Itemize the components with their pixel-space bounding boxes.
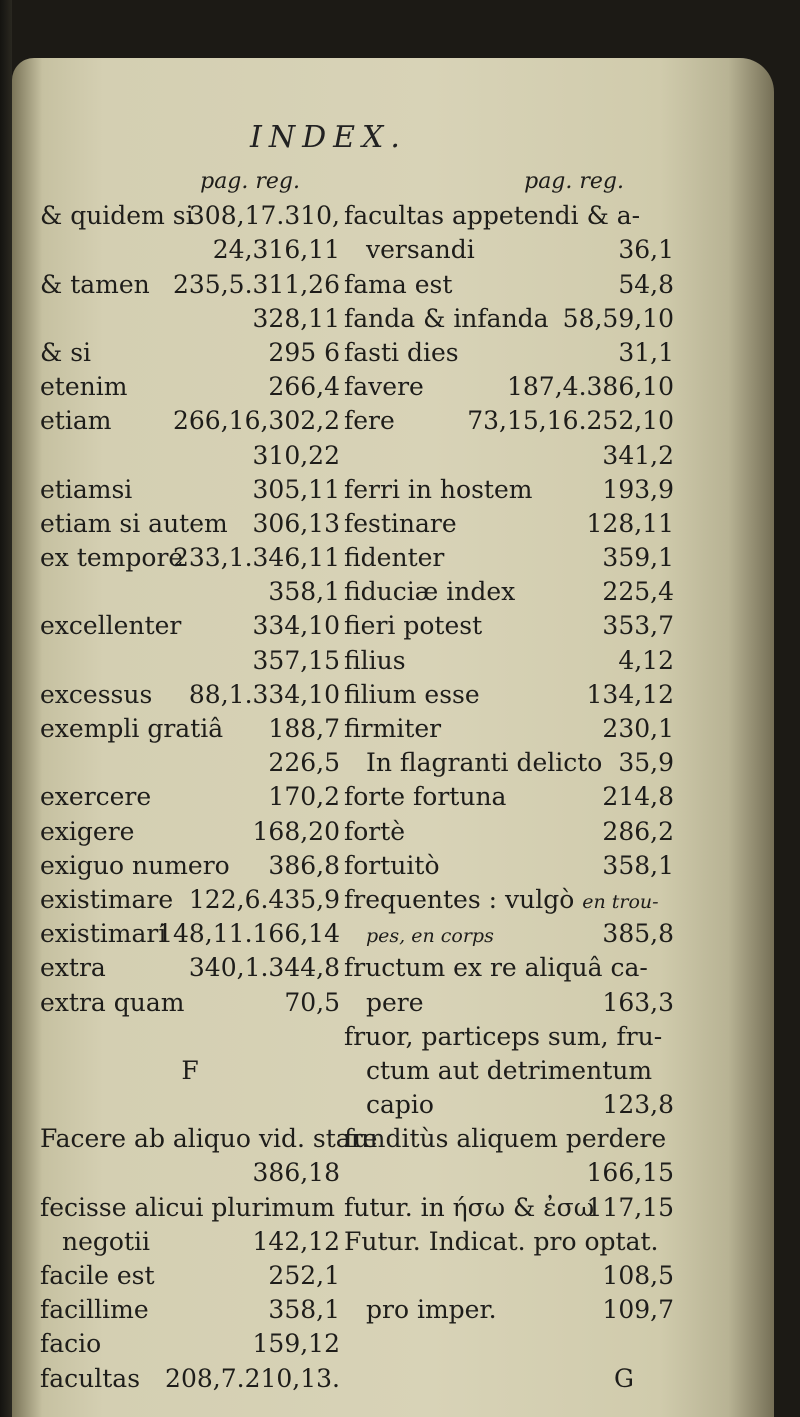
index-entry — [40, 1362, 340, 1396]
entry-pages: 386,18 — [252, 1158, 340, 1188]
index-entry — [344, 1020, 674, 1054]
index-entry — [40, 951, 340, 985]
entry-pages: 134,12 — [586, 679, 674, 709]
index-entry — [40, 917, 340, 951]
entry-pages: 306,13 — [252, 508, 340, 538]
entry-term: extra — [40, 953, 106, 983]
entry-pages: 230,1 — [602, 714, 674, 743]
entry-term: & quidem si — [40, 201, 194, 231]
entry-pages: 24,316,11 — [212, 235, 340, 265]
entry-pages: 54,8 — [618, 269, 674, 299]
entry-term: facultas — [40, 1363, 141, 1393]
entry-term: festinare — [344, 508, 457, 538]
index-entry — [40, 815, 340, 849]
index-entry — [344, 917, 674, 951]
entry-pages: 295 6 — [268, 337, 340, 367]
entry-pages: 340,1.344,8 — [188, 953, 340, 983]
entry-term: fortuitò — [344, 850, 440, 880]
entry-pages: 4,12 — [618, 645, 674, 675]
entry-term: fecisse alicui plurimum — [40, 1192, 335, 1222]
index-entry — [40, 507, 340, 541]
index-entry — [40, 986, 340, 1020]
entry-term: funditùs aliquem perdere — [344, 1124, 667, 1154]
index-entry — [40, 1293, 340, 1327]
entry-term: existimari — [40, 919, 167, 949]
index-entry — [344, 849, 674, 883]
entry-term: exigere — [40, 816, 135, 846]
index-entry — [344, 883, 674, 917]
index-entry — [40, 1122, 378, 1156]
entry-term: Facere ab aliquo vid. stare — [40, 1124, 378, 1154]
entry-term: fama est — [344, 269, 453, 299]
entry-pages: 142,12 — [252, 1226, 340, 1256]
index-entry — [344, 336, 674, 370]
entry-pages: 58,59,10 — [562, 303, 674, 333]
entry-term: Futur. Indicat. pro optat. — [344, 1226, 659, 1256]
entry-term: futur. in ήσω & ἐσω — [344, 1192, 595, 1222]
entry-pages: 226,5 — [268, 748, 340, 778]
index-entry — [40, 199, 340, 233]
entry-term: fiduciæ index — [344, 577, 516, 607]
index-entry — [40, 165, 340, 199]
entry-term: fere — [344, 406, 395, 436]
entry-term: extra quam — [40, 987, 185, 1017]
index-entry — [40, 712, 340, 746]
entry-term: firmiter — [344, 714, 442, 743]
index-entry — [344, 541, 674, 575]
entry-pages: 168,20 — [252, 816, 340, 846]
entry-term: negotii — [62, 1226, 150, 1256]
index-entry — [40, 780, 340, 814]
entry-pages: 225,4 — [602, 577, 674, 607]
book-gutter — [0, 0, 12, 1417]
entry-term: exempli gratiâ — [40, 714, 224, 743]
entry-pages: 36,1 — [618, 235, 674, 265]
entry-pages: 308,17.310, — [188, 201, 340, 231]
index-entry — [40, 849, 340, 883]
index-entry — [344, 678, 674, 712]
index-entry — [40, 1259, 340, 1293]
entry-pages: 357,15 — [252, 645, 340, 675]
entry-term: fruor, particeps sum, fru- — [344, 1021, 663, 1051]
entry-pages: pag. reg. — [200, 169, 300, 194]
right-column — [344, 165, 674, 1396]
entry-pages: 358,1 — [268, 1295, 340, 1325]
index-entry — [344, 780, 674, 814]
entry-pages: 88,1.334,10 — [188, 679, 340, 709]
index-entry — [40, 370, 340, 404]
entry-term: etiam — [40, 406, 112, 436]
entry-term: excessus — [40, 679, 153, 709]
entry-pages: 148,11.166,14 — [157, 919, 340, 949]
entry-pages: 128,11 — [586, 508, 674, 538]
entry-term: In flagranti delicto — [366, 748, 603, 778]
index-entry — [344, 609, 674, 643]
entry-pages: 108,5 — [602, 1261, 674, 1290]
index-entry — [40, 883, 340, 917]
index-entry — [40, 268, 340, 302]
entry-term: fieri potest — [344, 611, 483, 641]
index-entry — [344, 1122, 674, 1156]
entry-term: etenim — [40, 372, 128, 402]
entry-term — [366, 917, 494, 953]
entry-term: forte fortuna — [344, 782, 507, 812]
index-entry — [40, 1191, 340, 1225]
entry-term: fructum ex re aliquâ ca- — [344, 953, 648, 983]
entry-pages: 187,4.386,10 — [507, 372, 674, 402]
index-entry — [344, 575, 674, 609]
entry-term: fortè — [344, 816, 406, 846]
entry-pages: 208,7.210,13. — [165, 1363, 340, 1393]
entry-pages: 358,1 — [268, 577, 340, 607]
index-entry — [344, 439, 674, 473]
index-entry — [344, 370, 674, 404]
entry-italic: en trou- — [582, 890, 659, 913]
entry-pages: 353,7 — [602, 611, 674, 641]
index-entry — [344, 233, 674, 267]
entry-pages: 310,22 — [252, 440, 340, 470]
index-entry — [344, 1088, 674, 1122]
entry-pages: 341,2 — [602, 440, 674, 470]
index-entry — [344, 1293, 674, 1327]
entry-term: filius — [344, 645, 406, 675]
index-entry — [40, 404, 340, 438]
entry-pages: 188,7 — [268, 714, 340, 743]
entry-pages: 305,11 — [252, 474, 340, 504]
index-entry — [344, 951, 674, 985]
index-entry — [40, 1156, 340, 1190]
entry-term: pro imper. — [366, 1295, 497, 1325]
index-entry — [344, 404, 674, 438]
index-entry — [344, 1191, 674, 1225]
entry-pages: 159,12 — [252, 1329, 340, 1359]
entry-pages: pag. reg. — [524, 169, 624, 194]
entry-term: pere — [366, 987, 424, 1017]
index-entry — [40, 575, 340, 609]
entry-pages: 235,5.311,26 — [173, 269, 340, 299]
index-entry — [344, 473, 674, 507]
entry-term: fanda & infanda — [344, 303, 549, 333]
index-entry — [344, 199, 674, 233]
entry-pages: 252,1 — [268, 1261, 340, 1290]
entry-term: frequentes : vulgò en trou- — [344, 884, 659, 914]
entry-pages: 109,7 — [602, 1295, 674, 1325]
index-entry — [344, 1225, 674, 1259]
index-entry — [40, 336, 340, 370]
entry-term: etiam si autem — [40, 508, 228, 538]
entry-pages: 163,3 — [602, 987, 674, 1017]
index-entry — [40, 233, 340, 267]
index-entry — [40, 302, 340, 336]
entry-pages: 166,15 — [586, 1158, 674, 1188]
entry-pages: 266,16,302,2 — [173, 406, 340, 436]
entry-pages: 286,2 — [602, 816, 674, 846]
entry-pages: 73,15,16.252,10 — [467, 406, 674, 436]
index-entry — [40, 473, 340, 507]
index-entry — [344, 507, 674, 541]
entry-term: fasti dies — [344, 337, 459, 367]
entry-term: existimare — [40, 884, 174, 914]
entry-pages: 123,8 — [602, 1090, 674, 1120]
index-entry — [344, 746, 674, 780]
entry-term: versandi — [366, 235, 475, 265]
entry-term: exercere — [40, 782, 152, 812]
entry-term: filium esse — [344, 679, 480, 709]
entry-term: & si — [40, 337, 92, 367]
index-entry — [344, 1054, 674, 1088]
index-entry — [344, 1327, 674, 1361]
entry-term: etiamsi — [40, 474, 133, 504]
entry-pages: 328,11 — [252, 303, 340, 333]
index-entry — [40, 609, 340, 643]
index-entry — [40, 644, 340, 678]
index-entry — [40, 541, 340, 575]
entry-pages: 31,1 — [618, 337, 674, 367]
entry-pages: 122,6.435,9 — [188, 884, 340, 914]
entry-term: ex tempore — [40, 543, 184, 573]
index-entry — [40, 1225, 340, 1259]
index-entry — [40, 1088, 340, 1122]
entry-term: favere — [344, 372, 424, 402]
entry-italic: pes, en corps — [366, 925, 494, 948]
index-entry — [40, 678, 340, 712]
entry-pages: 117,15 — [586, 1192, 674, 1222]
index-entry — [40, 746, 340, 780]
entry-pages: 70,5 — [284, 987, 340, 1017]
index-entry — [344, 302, 674, 336]
entry-pages: 233,1.346,11 — [173, 543, 340, 573]
entry-pages: 385,8 — [602, 919, 674, 949]
entry-pages: 266,4 — [268, 372, 340, 402]
index-entry — [344, 815, 674, 849]
entry-pages: 193,9 — [602, 474, 674, 504]
entry-pages: 358,1 — [602, 850, 674, 880]
index-entry — [40, 1020, 340, 1054]
entry-term: capio — [366, 1090, 434, 1120]
entry-pages: 35,9 — [618, 748, 674, 778]
entry-term: ctum aut detrimentum — [366, 1055, 653, 1085]
entry-term: fidenter — [344, 543, 445, 573]
entry-term: facio — [40, 1329, 102, 1359]
page-header: INDEX. — [250, 120, 407, 155]
index-entry — [344, 268, 674, 302]
entry-pages: 386,8 — [268, 850, 340, 880]
index-entry — [344, 1259, 674, 1293]
signature-mark: G — [614, 1363, 634, 1393]
entry-term: exiguo numero — [40, 850, 230, 880]
entry-term: facillime — [40, 1295, 149, 1325]
index-entry — [40, 439, 340, 473]
entry-pages: 359,1 — [602, 543, 674, 573]
entry-term: & tamen — [40, 269, 150, 299]
index-entry — [344, 644, 674, 678]
section-letter: F — [181, 1055, 199, 1085]
entry-term: facile est — [40, 1261, 155, 1290]
index-entry — [344, 712, 674, 746]
entry-term: facultas appetendi & a- — [344, 201, 641, 231]
entry-term: excellenter — [40, 611, 182, 641]
entry-term: ferri in hostem — [344, 474, 533, 504]
index-entry — [344, 165, 674, 199]
index-entry — [344, 986, 674, 1020]
index-entry — [40, 1327, 340, 1361]
index-entry — [40, 1054, 340, 1088]
entry-pages: 214,8 — [602, 782, 674, 812]
index-entry — [344, 1362, 674, 1396]
index-entry — [344, 1156, 674, 1190]
entry-pages: 334,10 — [252, 611, 340, 641]
entry-pages: 170,2 — [268, 782, 340, 812]
